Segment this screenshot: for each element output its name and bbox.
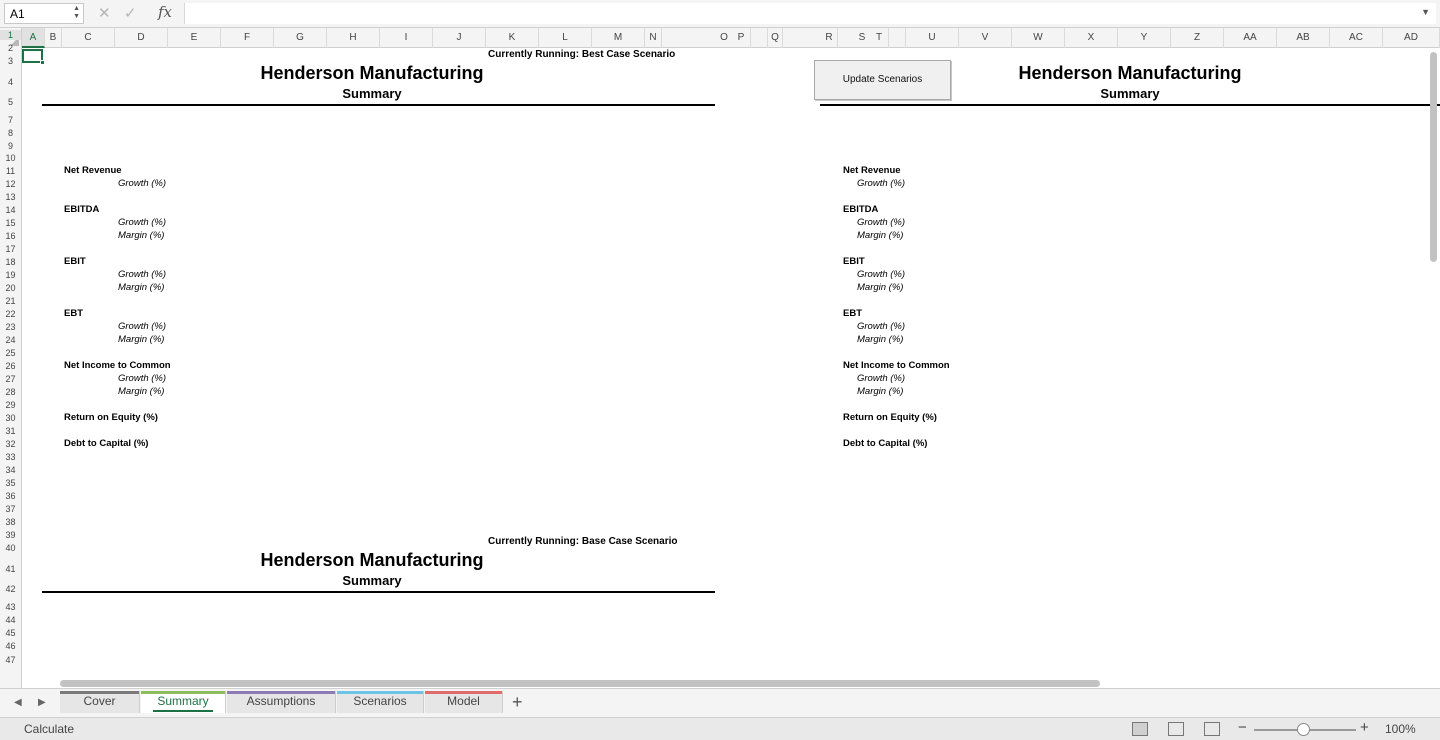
sheet-tab-label: Cover [83, 694, 116, 708]
row-header[interactable]: 27 [5, 374, 16, 384]
row-header[interactable]: 38 [5, 517, 16, 527]
row-header[interactable]: 3 [7, 56, 13, 66]
column-header[interactable]: Q [768, 28, 783, 48]
row-header[interactable]: 35 [5, 478, 16, 488]
row-header[interactable]: 8 [7, 128, 13, 138]
row-header[interactable]: 22 [5, 309, 16, 319]
metric-label: EBT [64, 308, 83, 319]
row-header[interactable]: 25 [5, 348, 16, 358]
row-header[interactable]: 16 [5, 231, 16, 241]
insert-function-icon[interactable]: fx [158, 3, 173, 21]
metric-label: Debt to Capital (%) [843, 438, 928, 449]
column-header[interactable]: O [698, 28, 751, 48]
scenario-status-text: Currently Running: Best Case Scenario [488, 49, 676, 60]
row-header[interactable]: 36 [5, 491, 16, 501]
column-header[interactable]: V [959, 28, 1012, 48]
tab-color-bar [425, 691, 502, 694]
sheet-tab-bar [0, 688, 1440, 717]
row-header[interactable]: 1 [0, 30, 21, 40]
row-header[interactable]: 30 [5, 413, 16, 423]
row-header[interactable]: 20 [5, 283, 16, 293]
tab-color-bar [141, 691, 225, 694]
row-header[interactable]: 31 [5, 426, 16, 436]
company-title: Henderson Manufacturing [260, 550, 484, 570]
metric-label: Net Revenue [64, 165, 122, 176]
metric-label: Net Income to Common [843, 360, 950, 371]
confirm-icon[interactable]: ✓ [124, 5, 137, 22]
column-header[interactable]: F [221, 28, 274, 48]
header-divider [820, 104, 1440, 106]
metric-sublabel: Margin (%) [857, 334, 904, 345]
column-header[interactable]: Z [1171, 28, 1224, 48]
active-tab-underline [153, 710, 213, 712]
row-header[interactable]: 40 [5, 543, 16, 553]
row-header[interactable]: 37 [5, 504, 16, 514]
zoom-out-icon[interactable]: − [1238, 719, 1247, 736]
column-header[interactable]: AC [1330, 28, 1383, 48]
column-header[interactable]: C [62, 28, 115, 48]
metric-sublabel: Margin (%) [118, 230, 165, 241]
tab-color-bar [227, 691, 335, 694]
company-title: Henderson Manufacturing [1018, 63, 1242, 83]
row-header[interactable]: 13 [5, 192, 16, 202]
zoom-level: 100% [1385, 722, 1416, 736]
row-header[interactable]: 17 [5, 244, 16, 254]
column-header[interactable]: T [853, 28, 906, 48]
metric-sublabel: Margin (%) [118, 386, 165, 397]
metric-label: Net Revenue [843, 165, 901, 176]
company-title: Henderson Manufacturing [260, 63, 484, 83]
column-header[interactable]: R [821, 28, 838, 48]
column-header[interactable]: B [45, 28, 62, 48]
row-header[interactable]: 42 [5, 584, 16, 594]
expand-formula-bar-icon[interactable]: ▼ [1421, 7, 1430, 17]
zoom-in-icon[interactable]: + [1360, 719, 1369, 736]
page-break-view-icon[interactable] [1204, 722, 1220, 736]
status-bar [0, 717, 1440, 740]
column-header[interactable]: I [380, 28, 433, 48]
name-box-stepper-icon[interactable]: ▲ ▼ [73, 5, 80, 20]
row-header[interactable]: 44 [5, 615, 16, 625]
row-header[interactable]: 26 [5, 361, 16, 371]
column-header[interactable]: AD [1383, 28, 1440, 48]
page-layout-view-icon[interactable] [1168, 722, 1184, 736]
column-header[interactable]: AA [1224, 28, 1277, 48]
row-header[interactable]: 19 [5, 270, 16, 280]
column-header[interactable]: G [274, 28, 327, 48]
metric-label: Return on Equity (%) [843, 412, 937, 423]
column-header[interactable]: E [168, 28, 221, 48]
row-header[interactable]: 14 [5, 205, 16, 215]
metric-label: Debt to Capital (%) [64, 438, 149, 449]
sheet-tab-cover[interactable] [60, 691, 140, 713]
metric-sublabel: Growth (%) [118, 178, 167, 189]
row-header[interactable]: 29 [5, 400, 16, 410]
metric-label: EBIT [843, 256, 865, 267]
metric-sublabel: Growth (%) [118, 321, 167, 332]
sheet-tab-label: Assumptions [246, 694, 316, 708]
row-header[interactable]: 32 [5, 439, 16, 449]
row-header[interactable]: 5 [7, 97, 13, 107]
metric-sublabel: Margin (%) [118, 282, 165, 293]
row-header[interactable]: 7 [7, 115, 13, 125]
metric-label: EBITDA [64, 204, 100, 215]
name-box[interactable] [4, 3, 84, 24]
row-header[interactable]: 15 [5, 218, 16, 228]
column-headers [0, 28, 1440, 48]
row-header[interactable]: 33 [5, 452, 16, 462]
column-header[interactable]: K [486, 28, 539, 48]
header-divider [42, 591, 715, 593]
update-scenarios-button[interactable]: Update Scenarios [814, 60, 951, 100]
column-header[interactable]: AB [1277, 28, 1330, 48]
sheet-tab-scenarios[interactable] [337, 691, 424, 713]
metric-sublabel: Margin (%) [118, 334, 165, 345]
column-header[interactable]: S [836, 28, 889, 48]
vertical-scrollbar[interactable] [1430, 52, 1437, 262]
row-header[interactable]: 9 [7, 141, 13, 151]
column-header[interactable]: U [906, 28, 959, 48]
worksheet-grid[interactable] [0, 28, 1440, 688]
row-header[interactable]: 23 [5, 322, 16, 332]
prev-sheet-icon[interactable]: ◀ [14, 697, 22, 708]
horizontal-scrollbar[interactable] [60, 680, 1100, 687]
column-header[interactable]: X [1065, 28, 1118, 48]
row-header[interactable]: 45 [5, 628, 16, 638]
cancel-icon[interactable]: ✕ [98, 5, 111, 22]
sheet-tab-label: Summary [157, 694, 209, 708]
tab-color-bar [337, 691, 423, 694]
column-header[interactable]: H [327, 28, 380, 48]
calc-mode-status: Calculate [24, 722, 75, 736]
column-header[interactable]: L [539, 28, 592, 48]
column-header[interactable]: J [433, 28, 486, 48]
row-header[interactable]: 12 [5, 179, 16, 189]
row-header[interactable]: 34 [5, 465, 16, 475]
sheet-tab-assumptions[interactable] [227, 691, 336, 713]
metric-label: Return on Equity (%) [64, 412, 158, 423]
report-subtitle: Summary [342, 573, 402, 588]
sheet-tab-model[interactable] [425, 691, 503, 713]
column-header[interactable]: Y [1118, 28, 1171, 48]
column-header[interactable]: N [645, 28, 662, 48]
sheet-tab-label: Model [447, 694, 480, 708]
row-header[interactable]: 47 [5, 655, 16, 665]
metric-label: Net Income to Common [64, 360, 171, 371]
header-divider [42, 104, 715, 106]
row-header[interactable]: 10 [5, 153, 16, 163]
row-header[interactable]: 43 [5, 602, 16, 612]
metric-sublabel: Growth (%) [857, 373, 906, 384]
column-header[interactable]: P [715, 28, 768, 48]
row-header[interactable]: 11 [5, 166, 16, 176]
fill-handle[interactable] [40, 60, 45, 65]
row-header[interactable]: 41 [5, 564, 16, 574]
metric-sublabel: Margin (%) [857, 282, 904, 293]
column-header[interactable]: D [115, 28, 168, 48]
report-subtitle: Summary [1100, 86, 1160, 101]
row-header[interactable]: 46 [5, 641, 16, 651]
row-headers [0, 30, 22, 688]
selected-cell[interactable] [22, 49, 43, 63]
row-header[interactable]: 18 [5, 257, 16, 267]
metric-label: EBITDA [843, 204, 879, 215]
formula-input[interactable] [184, 3, 1436, 24]
metric-sublabel: Growth (%) [118, 269, 167, 280]
metric-sublabel: Growth (%) [118, 373, 167, 384]
row-header[interactable]: 21 [5, 296, 16, 306]
metric-sublabel: Margin (%) [857, 386, 904, 397]
row-header[interactable]: 28 [5, 387, 16, 397]
next-sheet-icon[interactable]: ▶ [38, 697, 46, 708]
column-header[interactable]: A [22, 28, 45, 48]
add-sheet-button[interactable]: + [512, 692, 523, 712]
formula-bar [0, 0, 1440, 28]
tab-color-bar [60, 691, 139, 694]
column-header[interactable]: M [592, 28, 645, 48]
name-box-value: A1 [10, 7, 25, 21]
zoom-slider-knob[interactable] [1297, 723, 1310, 736]
metric-sublabel: Growth (%) [118, 217, 167, 228]
scenario-status-text: Currently Running: Base Case Scenario [488, 536, 678, 547]
metric-sublabel: Margin (%) [857, 230, 904, 241]
metric-sublabel: Growth (%) [857, 217, 906, 228]
row-header[interactable]: 4 [7, 77, 13, 87]
row-header[interactable]: 24 [5, 335, 16, 345]
metric-sublabel: Growth (%) [857, 269, 906, 280]
row-header[interactable]: 2 [7, 43, 13, 53]
metric-sublabel: Growth (%) [857, 321, 906, 332]
column-header[interactable]: W [1012, 28, 1065, 48]
metric-label: EBT [843, 308, 862, 319]
metric-sublabel: Growth (%) [857, 178, 906, 189]
sheet-tab-summary[interactable] [141, 691, 226, 713]
normal-view-icon[interactable] [1132, 722, 1148, 736]
row-header[interactable]: 39 [5, 530, 16, 540]
sheet-tab-label: Scenarios [353, 694, 407, 708]
report-subtitle: Summary [342, 86, 402, 101]
metric-label: EBIT [64, 256, 86, 267]
